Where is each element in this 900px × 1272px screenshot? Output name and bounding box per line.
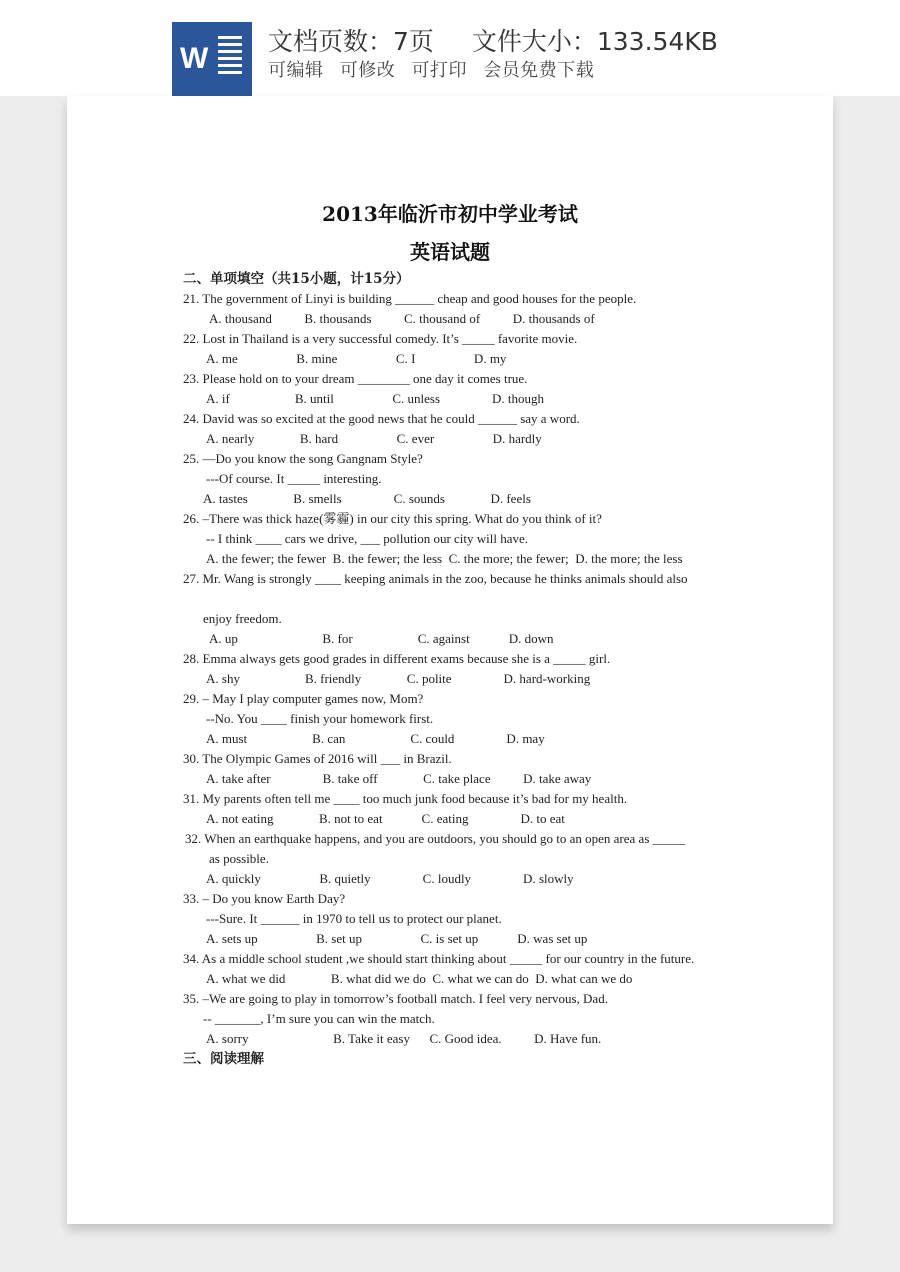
document-page (67, 96, 833, 1224)
question-23-options: A. if B. until C. unless D. though (206, 391, 545, 406)
question-35-reply: -- _______, I’m sure you can win the match. (203, 1011, 435, 1026)
question-26-reply: -- I think ____ cars we drive, ___ pollution our city will have. (206, 531, 529, 546)
feature-list (268, 56, 604, 82)
page-count: 文档页数：7页 (268, 27, 434, 56)
question-32-continued: as possible. (209, 851, 269, 866)
question-34: 34. As a middle school student ,we should start thinking about _____ for our country in the future. (183, 951, 695, 966)
section-heading-reading: 三、阅读理解 (183, 1051, 264, 1067)
word-document-icon (172, 22, 252, 96)
file-size: 文件大小：133.54KB (471, 27, 718, 56)
feature-free-download[interactable]: 会员免费下载 (483, 60, 595, 81)
word-letter: W (180, 42, 209, 75)
question-27: 27. Mr. Wang is strongly ____ keeping animals in the zoo, because he thinks animals should also (183, 571, 688, 586)
question-29-options: A. must B. can C. could D. may (206, 731, 545, 746)
question-33-reply: ---Sure. It ______ in 1970 to tell us to protect our planet. (206, 911, 502, 926)
question-23: 23. Please hold on to your dream ________ one day it comes true. (183, 371, 528, 386)
question-25: 25. —Do you know the song Gangnam Style? (183, 451, 423, 466)
question-25-options: A. tastes B. smells C. sounds D. feels (203, 491, 531, 506)
question-26-options: A. the fewer; the fewer B. the fewer; the less C. the more; the fewer; D. the more; the less (206, 551, 683, 566)
question-24-options: A. nearly B. hard C. ever D. hardly (206, 431, 542, 446)
question-22: 22. Lost in Thailand is a very successful comedy. It’s _____ favorite movie. (183, 331, 578, 346)
question-28-options: A. shy B. friendly C. polite D. hard-working (206, 671, 591, 686)
question-30-options: A. take after B. take off C. take place D. take away (206, 771, 592, 786)
question-33: 33. – Do you know Earth Day? (183, 891, 346, 906)
question-32-options: A. quickly B. quietly C. loudly D. slowly (206, 871, 574, 886)
question-27-options: A. up B. for C. against D. down (209, 631, 554, 646)
feature-modifiable: 可修改 (339, 60, 396, 81)
question-29: 29. – May I play computer games now, Mom? (183, 691, 424, 706)
question-21-options: A. thousand B. thousands C. thousand of D. thousands of (209, 311, 595, 326)
exam-subtitle: 英语试题 (410, 240, 490, 264)
question-33-options: A. sets up B. set up C. is set up D. was set up (206, 931, 588, 946)
question-26: 26. –There was thick haze(雾霾) in our city this spring. What do you think of it? (183, 511, 602, 526)
question-34-options: A. what we did B. what did we do C. what we can do D. what can we do (206, 971, 633, 986)
section-heading-single-choice: 二、单项填空（共15小题，计15分） (183, 271, 410, 287)
question-25-reply: ---Of course. It _____ interesting. (206, 471, 382, 486)
question-24: 24. David was so excited at the good news that he could ______ say a word. (183, 411, 580, 426)
question-27-continued: enjoy freedom. (203, 611, 282, 626)
feature-printable: 可打印 (411, 60, 467, 81)
feature-editable: 可编辑 (268, 60, 324, 81)
exam-title: 2013年临沂市初中学业考试 (322, 202, 578, 226)
question-22-options: A. me B. mine C. I D. my (206, 351, 507, 366)
file-meta (268, 22, 748, 58)
question-29-reply: --No. You ____ finish your homework first. (206, 711, 434, 726)
question-21: 21. The government of Linyi is building ______ cheap and good houses for the people. (183, 291, 637, 306)
question-28: 28. Emma always gets good grades in different exams because she is a _____ girl. (183, 651, 611, 666)
download-banner (0, 0, 900, 96)
question-35-options: A. sorry B. Take it easy C. Good idea. D. Have fun. (206, 1031, 602, 1046)
question-35: 35. –We are going to play in tomorrow’s football match. I feel very nervous, Dad. (183, 991, 608, 1006)
question-30: 30. The Olympic Games of 2016 will ___ in Brazil. (183, 751, 452, 766)
question-31: 31. My parents often tell me ____ too much junk food because it’s bad for my health. (183, 791, 628, 806)
question-31-options: A. not eating B. not to eat C. eating D. to eat (206, 811, 565, 826)
question-32: 32. When an earthquake happens, and you are outdoors, you should go to an open area as _____ (185, 831, 686, 846)
